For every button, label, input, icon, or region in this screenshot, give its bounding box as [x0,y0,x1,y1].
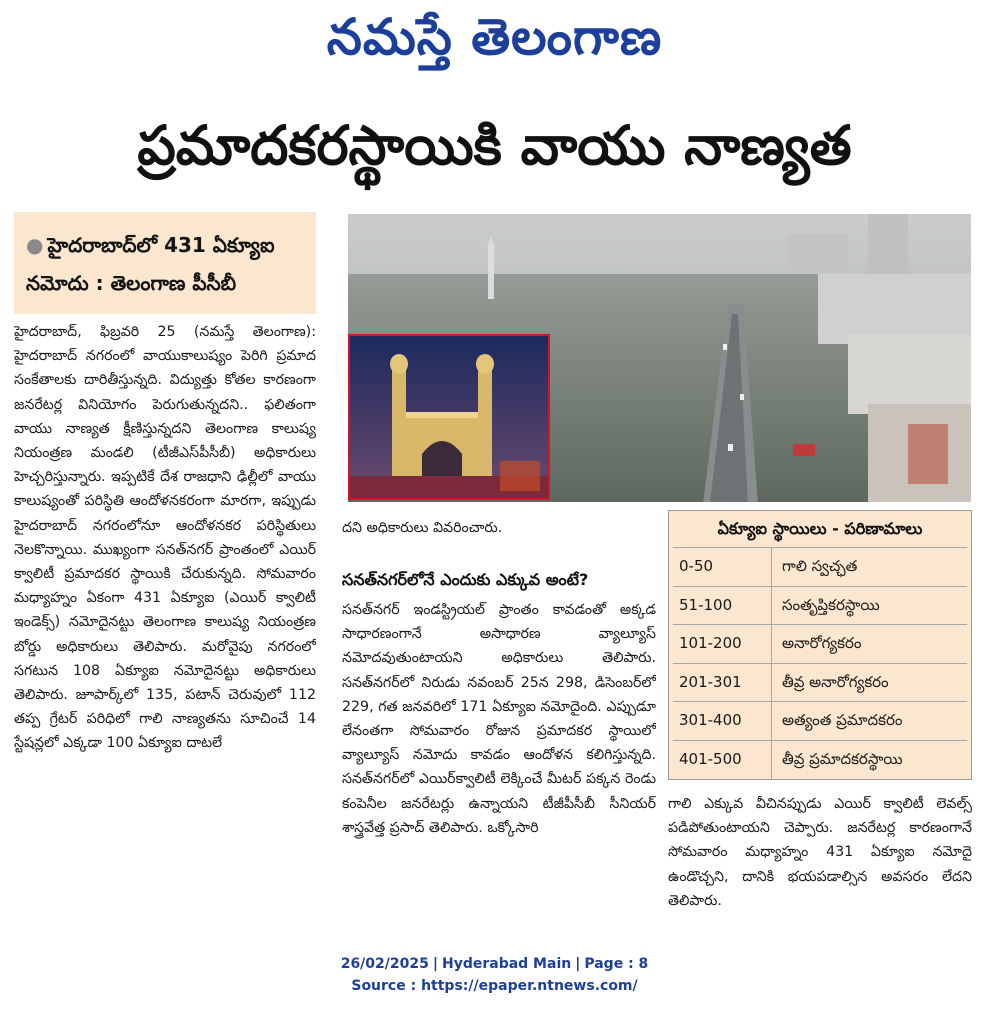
footer-edition: Hyderabad Main [441,956,572,972]
article-column-2: సనత్‌నగర్‌ ఇండస్ట్రియల్‌ ప్రాంతం కావడంతో అక్కడ సాధారణంగానే అసాధారణ వ్యాల్యూస్‌ నమోదవుతుంటాయని అధికారులు తెలిపారు. సనత్‌నగర్‌లో నిరుడు నవంబర్‌ 25న 298, డిసెంబర్‌లో 229, గత జనవరిలో 171 ఏక్యూఐ నమోదైంది. ఎప్పుడూ లేనంతగా సోమవారం రోజున ప్రమాదకర స్థాయిలో వ్యాల్యూస్‌ నమోదు కావడం ఆందోళన కలిగిస్తున్నది. సనత్‌నగర్‌లో ఎయిర్‌క్వాలిటీ లెక్కించే మీటర్‌ పక్కన రెండు కంపెనీల జనరేటర్లు ఉన్నాయని టీజీపీసీబీ సీనియర్‌ శాస్త్రవేత్త ప్రసాద్‌ తెలిపారు. ఒక్కోసారి [342,602,656,836]
footer-date: 26/02/2025 [340,956,429,972]
table-row [673,702,967,741]
aqi-range: 0-50 [673,548,772,586]
article-column-3: గాలి ఎక్కువ వీచినప్పుడు ఎయిర్‌ క్వాలిటీ లెవల్స్‌ పడిపోతుంటాయని చెప్పారు. జనరేటర్ల కారణంగానే సోమవారం మధ్యాహ్నం 431 ఏక్యూఐ నమోదై ఉండొచ్చని, దానికి భయపడాల్సిన అవసరం లేదని తెలిపారు. [668,796,972,909]
headline: ప్రమాదకరస్థాయికి వాయు నాణ్యత [137,114,852,177]
subhead-text: హైదరాబాద్‌లో 431 ఏక్యూఐ నమోదు : తెలంగాణ పీసీబీ [26,233,275,295]
aqi-label: అనారోగ్యకరం [782,634,862,653]
footer-edition-line [0,956,989,972]
table-row [673,664,967,703]
aqi-label: సంతృప్తికరస్థాయి [782,595,880,614]
masthead: నమస్తే తెలంగాణ [326,7,663,66]
article-column-2-continuation: దని అధికారులు వివరించారు. [342,520,503,536]
aqi-range: 401-500 [673,741,772,779]
aqi-label: గాలి స్వచ్ఛత [782,557,858,575]
aqi-range: 51-100 [673,587,772,625]
footer-source: Source : https://epaper.ntnews.com/ [351,978,638,994]
footer-page: Page : 8 [584,956,649,972]
table-row [673,741,967,779]
aqi-table-title: ఏక్యూఐ స్థాయిలు - పరిణామాలు [717,519,923,538]
aqi-range: 101-200 [673,625,772,663]
table-row [673,587,967,626]
inset-graphic [350,336,548,498]
table-row [673,548,967,587]
footer-separator: | [575,956,581,972]
aqi-range: 301-400 [673,702,772,740]
section-heading: సనత్‌నగర్‌లోనే ఎందుకు ఎక్కువ అంటే? [342,570,589,589]
aqi-table-rows [673,547,967,779]
aqi-levels-table [668,510,972,780]
aqi-range: 201-301 [673,664,772,702]
aqi-label: తీవ్ర ప్రమాదకరస్థాయి [782,749,903,768]
article-column-1: హైదరాబాద్‌, ఫిబ్రవరి 25 (నమస్తే తెలంగాణ): హైదరాబాద్‌ నగరంలో వాయుకాలుష్యం పెరిగి ప్రమాద సంకేతాలకు దారితీస్తున్నది. విద్యుత్తు కోతల కారణంగా జనరేటర్ల వినియోగం పెరుగుతున్నదని.. ఫలితంగా వాయు నాణ్యత క్షీణిస్తున్నదని తెలంగాణ కాలుష్య నియంత్రణ మండలి (టీజీఎస్‌పీసీబీ) అధికారులు హెచ్చరిస్తున్నారు. ఇప్పటికే దేశ రాజధాని ఢిల్లీలో వాయు కాలుష్యంతో పరిస్థితి ఆందోళనకరంగా మారగా, ఇప్పుడు హైదరాబాద్‌ నగరంలోనూ ఆందోళనకర పరిస్థితులు నెలకొన్నాయి. ముఖ్యంగా సనత్‌నగర్‌ ప్రాంతంలో ఎయిర్‌ క్వాలిటీ ప్రమాదకర స్థాయికి చేరుకున్నది. సోమవారం మధ్యాహ్నం ఏకంగా 431 ఏక్యూఐ (ఎయిర్‌ క్వాలిటీ ఇండెక్స్‌) నమోదైనట్టు తెలంగాణ కాలుష్య నియంత్రణ బోర్డు అధికారులు తెలిపారు. మరోవైపు నగరంలో సగటున 108 ఏక్యూఐ నమోదైనట్టు అధికారులు తెలిపారు. జూపార్క్‌లో 135, పటాన్‌ చెరువులో 112 తప్ప గ్రేటర్‌ పరిధిలో గాలి నాణ్యతను సూచించే 14 స్టేషన్లలో ఎక్కడా 100 ఏక్యూఐ దాటలే [14,324,316,752]
charminar-inset-photo [348,334,550,500]
subhead-box [14,212,316,314]
aqi-label: అత్యంత ప్రమాదకరం [782,711,903,730]
table-row [673,625,967,664]
aqi-label: తీవ్ర అనారోగ్యకరం [782,672,889,691]
bullet-icon: ● [26,233,44,257]
footer-separator: | [432,956,438,972]
